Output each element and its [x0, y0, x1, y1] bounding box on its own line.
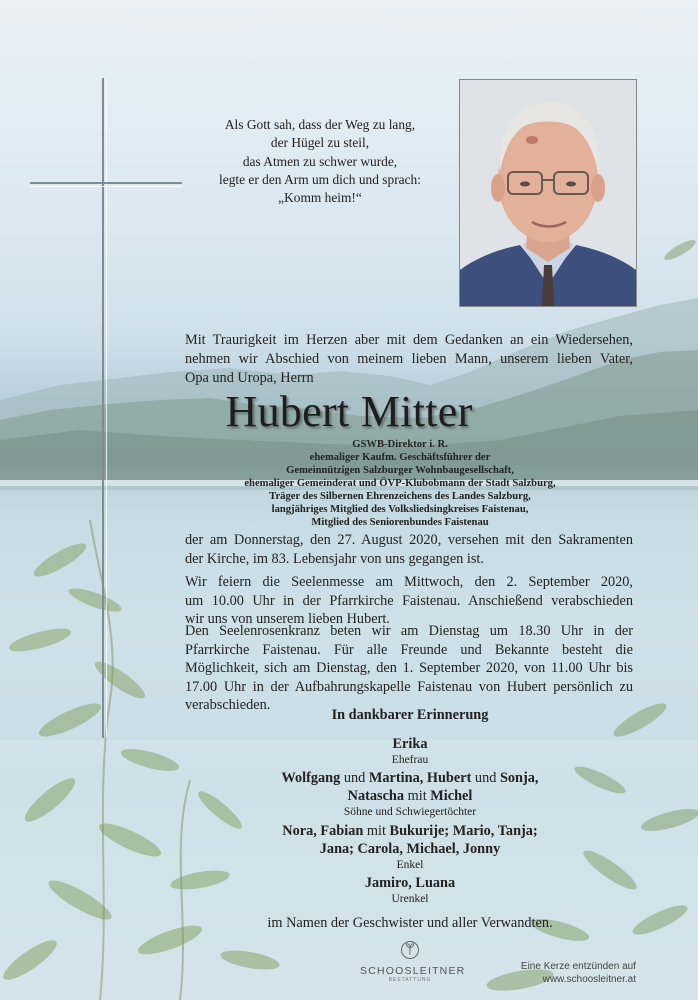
child-name: Natascha	[347, 788, 405, 804]
deceased-titles	[180, 438, 620, 529]
paragraph-line: Wir feiern die Seelenmesse am Mittwoch, den 2. September 2020,	[185, 574, 633, 590]
title-line: Träger des Silbernen Ehrenzeichens des Landes Salzburg,	[269, 491, 531, 502]
children-role: Söhne und Schwiegertöchter	[343, 806, 477, 818]
wife-name: Erika	[392, 736, 428, 752]
family-heading	[180, 706, 640, 724]
connector: und	[340, 770, 369, 786]
intro-line: Mit Traurigkeit im Herzen aber mit dem Gedanken an ein Wiedersehen,	[185, 332, 633, 348]
title-line: ehemaliger Kaufm. Geschäftsführer der	[309, 452, 491, 463]
deceased-name: Hubert Mitter	[225, 387, 473, 436]
family-children	[180, 769, 640, 819]
candle-link[interactable]: www.schoosleitner.at	[542, 974, 636, 985]
child-name: Sonja,	[499, 770, 539, 786]
mass-paragraph	[185, 573, 633, 629]
child-name: Wolfgang	[281, 770, 341, 786]
paragraph-line: Pfarrkirche Faistenau. Für alle Freunde und Bekannte besteht die	[185, 641, 633, 658]
poem-line: der Hügel zu steil,	[270, 135, 370, 151]
child-name: Martina, Hubert	[368, 770, 472, 786]
intro-line: Opa und Uropa, Herrn	[185, 370, 314, 386]
poem	[200, 116, 440, 207]
logo-text: SCHOOSLEITNER	[360, 965, 466, 977]
grandchild-name: Nora, Fabian	[282, 823, 364, 839]
closing-text: im Namen der Geschwister und aller Verwandten.	[267, 915, 553, 931]
title-line: langjähriges Mitglied des Volksliedsingkreises Faistenau,	[271, 504, 529, 515]
poem-line: legte er den Arm um dich und sprach:	[219, 171, 421, 187]
poem-line: das Atmen zu schwer wurde,	[242, 153, 398, 169]
title-line: ehemaliger Gemeinderat und ÖVP-Klubobmann der Stadt Salzburg,	[244, 478, 556, 489]
paragraph-line: um 10.00 Uhr in der Pfarrkirche Faistenau. Anschießend verabschieden	[185, 592, 633, 609]
paragraph-line: Möglichkeit, sich am Dienstag, den 1. September 2020, von 11.00 Uhr bis	[185, 660, 633, 677]
great-grandchildren-role: Urenkel	[391, 893, 429, 905]
connector: mit	[363, 823, 390, 839]
child-name: Michel	[430, 788, 473, 804]
paragraph-line: verabschieden.	[185, 697, 271, 714]
title-line: GSWB-Direktor i. R.	[352, 439, 448, 450]
grandchildren-line: Jana; Carola, Michael, Jonny	[319, 841, 501, 857]
paragraph-line: 17.00 Uhr in der Aufbahrungskapelle Faistenau von Hubert persönlich zu	[185, 678, 633, 695]
children-line	[180, 769, 640, 787]
portrait-photo	[459, 79, 637, 307]
intro-text	[185, 331, 633, 388]
funeral-home-logo	[360, 940, 466, 983]
flower-icon	[400, 940, 420, 960]
candle-text: Eine Kerze entzünden auf	[520, 961, 636, 972]
great-grandchildren-names: Jamiro, Luana	[364, 875, 456, 891]
family-heading-text: In dankbarer Erinnerung	[331, 707, 489, 723]
grandchildren-role: Enkel	[396, 859, 424, 871]
intro-line: nehmen wir Abschied von meinem lieben Mann, unserem lieben Vater,	[185, 351, 633, 367]
family-grandchildren	[180, 822, 640, 872]
paragraph-line: Den Seelenrosenkranz beten wir am Dienstag um 18.30 Uhr in der	[185, 623, 633, 639]
paragraph-line: wir uns von unserem lieben Hubert.	[185, 611, 390, 628]
death-paragraph	[185, 531, 633, 568]
family-closing	[180, 914, 640, 932]
family-great-grandchildren	[180, 874, 640, 906]
title-line: Mitglied des Seniorenbundes Faistenau	[311, 517, 489, 528]
rosary-paragraph	[185, 622, 633, 715]
family-wife	[180, 735, 640, 767]
paragraph-line: der Kirche, im 83. Lebensjahr von uns gegangen ist.	[185, 550, 484, 567]
poem-line: Als Gott sah, dass der Weg zu lang,	[224, 117, 416, 132]
wife-role: Ehefrau	[391, 754, 429, 766]
grandchildren-line	[180, 822, 640, 840]
children-line	[180, 787, 640, 805]
online-candle-note	[521, 960, 636, 986]
connector: und	[471, 770, 500, 786]
paragraph-line: der am Donnerstag, den 27. August 2020, versehen mit den Sakramenten	[185, 532, 633, 548]
connector: mit	[404, 788, 431, 804]
grandchild-name: Bukurije; Mario, Tanja;	[389, 823, 538, 839]
logo-subtext: BESTATTUNG	[388, 977, 432, 983]
title-line: Gemeinnützigen Salzburger Wohnbaugesellschaft,	[286, 465, 514, 476]
poem-line: „Komm heim!“	[278, 190, 362, 206]
